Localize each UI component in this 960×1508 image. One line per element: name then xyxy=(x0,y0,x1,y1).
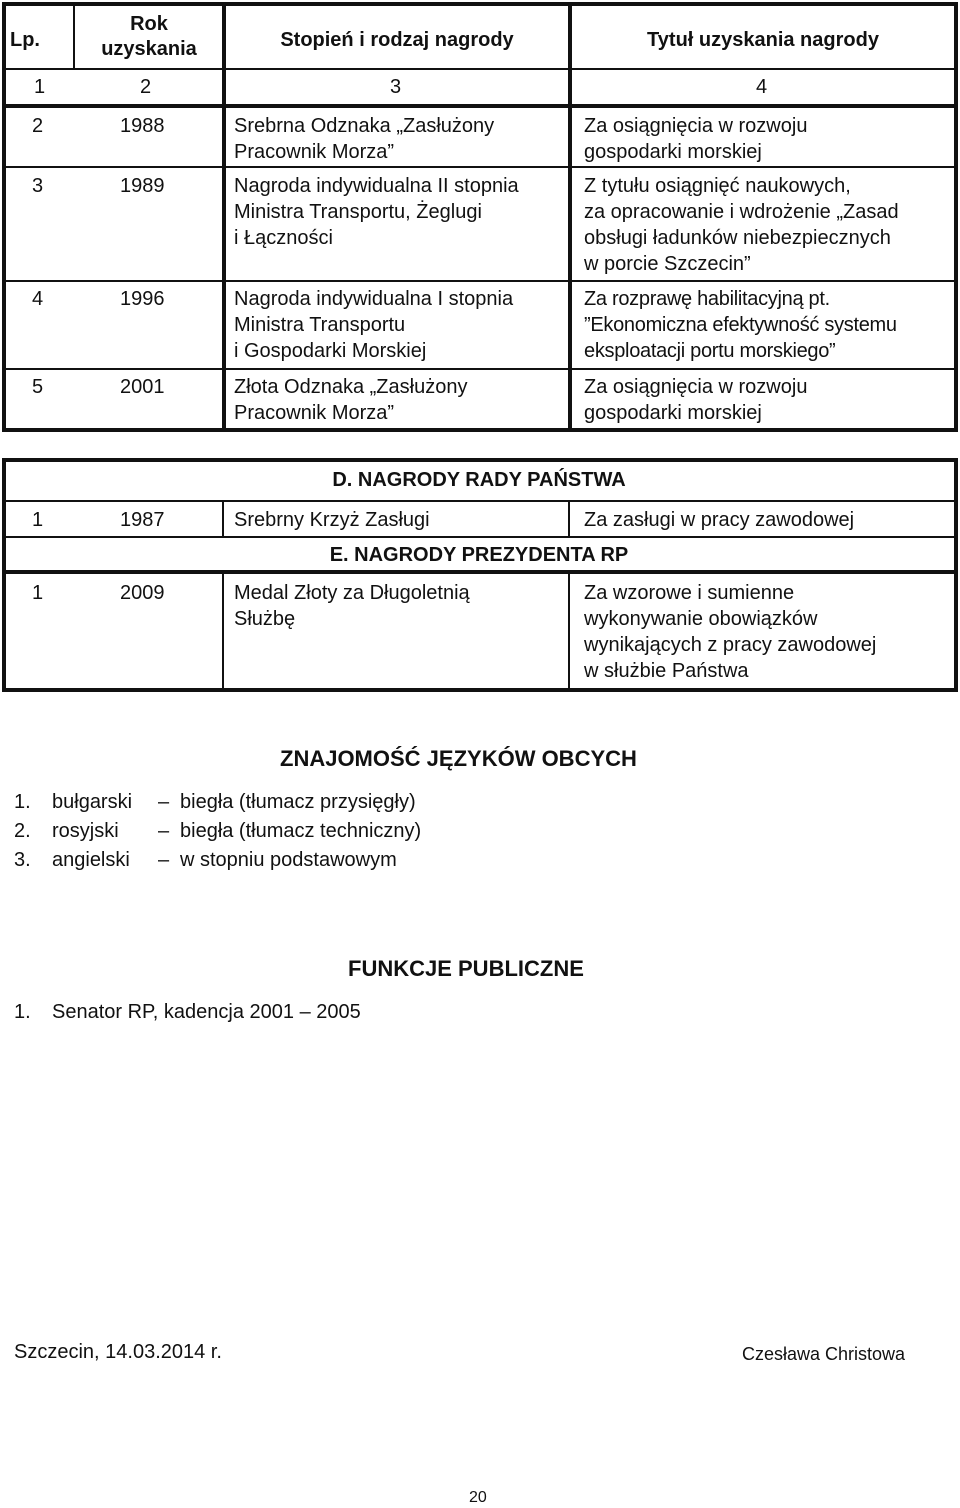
row-reason: Za osiągnięcia w rozwoju gospodarki morskiej xyxy=(584,376,808,424)
languages-heading: ZNAJOMOŚĆ JĘZYKÓW OBCYCH xyxy=(280,746,637,771)
language-num: 2. xyxy=(14,820,31,842)
header-lp: Lp. xyxy=(10,29,40,51)
language-num: 3. xyxy=(14,849,31,871)
row-year: 1987 xyxy=(120,509,165,531)
header-tytul: Tytuł uzyskania nagrody xyxy=(647,29,879,51)
section-d-title: D. NAGRODY RADY PAŃSTWA xyxy=(332,469,626,491)
signature: Czesława Christowa xyxy=(742,1344,906,1364)
col-number-3: 3 xyxy=(390,76,402,98)
row-award: Medal Złoty za Długoletnią Służbę xyxy=(234,582,470,630)
col-number-1: 1 xyxy=(34,76,46,98)
header-rok: Rok uzyskania xyxy=(101,13,197,60)
function-num: 1. xyxy=(14,1001,31,1023)
language-level: biegła (tłumacz techniczny) xyxy=(180,820,422,842)
language-dash: – xyxy=(158,820,170,842)
language-dash: – xyxy=(158,849,170,871)
row-reason: Za zasługi w pracy zawodowej xyxy=(584,509,855,531)
language-level: biegła (tłumacz przysięgły) xyxy=(180,791,416,813)
row-year: 1996 xyxy=(120,288,165,310)
row-lp: 1 xyxy=(32,582,44,604)
row-reason: Z tytułu osiągnięć naukowych, za opracowanie i wdrożenie „Zasad obsługi ładunków niebezpiecznych w porcie Szczecin” xyxy=(584,175,899,275)
row-award: Srebrna Odznaka „Zasłużony Pracownik Morza” xyxy=(234,115,495,163)
row-lp: 3 xyxy=(32,175,44,197)
function-text: Senator RP, kadencja 2001 – 2005 xyxy=(52,1001,361,1023)
language-dash: – xyxy=(158,791,170,813)
row-lp: 2 xyxy=(32,115,44,137)
col-number-4: 4 xyxy=(756,76,768,98)
row-award: Srebrny Krzyż Zasługi xyxy=(234,509,430,531)
language-name: rosyjski xyxy=(52,820,119,842)
place-date: Szczecin, 14.03.2014 r. xyxy=(14,1341,222,1363)
row-award: Złota Odznaka „Zasłużony Pracownik Morza” xyxy=(234,376,468,424)
functions-heading: FUNKCJE PUBLICZNE xyxy=(348,956,584,981)
row-reason: Za rozprawę habilitacyjną pt. ”Ekonomiczna efektywność systemu eksploatacji portu morskiego” xyxy=(584,288,897,362)
row-year: 1988 xyxy=(120,115,165,137)
row-reason: Za wzorowe i sumienne wykonywanie obowiązków wynikających z pracy zawodowej w służbie Państwa xyxy=(584,582,877,682)
row-year: 2001 xyxy=(120,376,165,398)
language-name: angielski xyxy=(52,849,130,871)
language-level: w stopniu podstawowym xyxy=(180,849,397,871)
header-stopien: Stopień i rodzaj nagrody xyxy=(280,29,514,51)
section-e-title: E. NAGRODY PREZYDENTA RP xyxy=(329,544,629,566)
row-award: Nagroda indywidualna I stopnia Ministra Transportu i Gospodarki Morskiej xyxy=(234,288,514,362)
language-num: 1. xyxy=(14,791,31,813)
row-lp: 1 xyxy=(32,509,44,531)
col-number-2: 2 xyxy=(140,76,152,98)
row-reason: Za osiągnięcia w rozwoju gospodarki morskiej xyxy=(584,115,808,163)
row-year: 2009 xyxy=(120,582,165,604)
language-name: bułgarski xyxy=(52,791,133,813)
row-lp: 5 xyxy=(32,376,44,398)
row-lp: 4 xyxy=(32,288,44,310)
row-award: Nagroda indywidualna II stopnia Ministra Transportu, Żeglugi i Łączności xyxy=(234,175,519,249)
page-number: 20 xyxy=(469,1489,487,1506)
row-year: 1989 xyxy=(120,175,165,197)
